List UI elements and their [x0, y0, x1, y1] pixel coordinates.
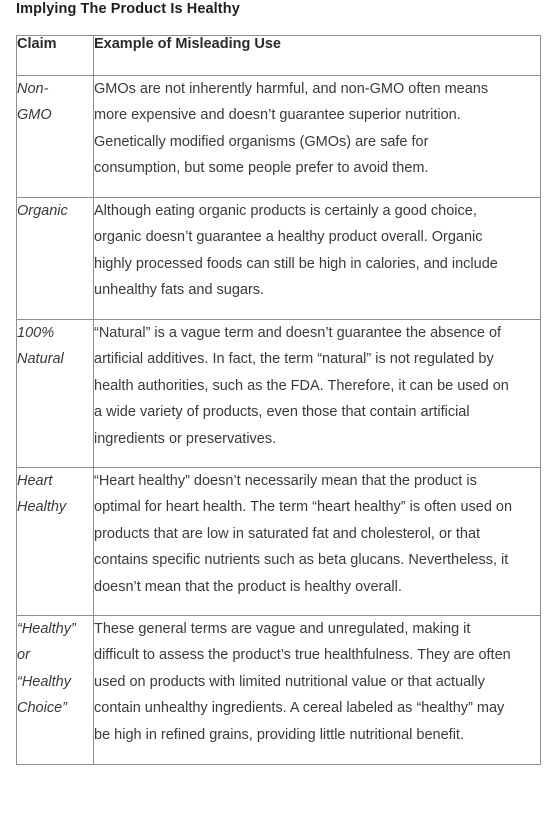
- example-text-line: These general terms are vague and unregulated, making it: [94, 621, 471, 637]
- claim-text-line: Choice”: [17, 700, 67, 717]
- example-text-line: organic doesn’t guarantee a healthy product overall. Organic: [94, 229, 483, 246]
- example-text-line: doesn’t mean that the product is healthy overall.: [94, 578, 402, 595]
- claim-text-line: Organic: [17, 203, 68, 219]
- page-title: Implying The Product Is Healthy: [16, 1, 240, 17]
- example-text-line: contain unhealthy ingredients. A cereal labeled as “healthy” may: [94, 700, 505, 717]
- example-text-line: be high in refined grains, providing little nutritional benefit.: [94, 726, 464, 743]
- example-text-line: artificial additives. In fact, the term “natural” is not regulated by: [94, 351, 494, 368]
- example-text-line: products that are low in saturated fat and cholesterol, or that: [94, 525, 481, 542]
- example-cell: [94, 616, 541, 765]
- claim-text-line: Heart: [17, 473, 53, 489]
- example-text-line: more expensive and doesn’t guarantee superior nutrition.: [94, 107, 461, 124]
- example-text-line: difficult to assess the product’s true healthfulness. They are often: [94, 647, 511, 664]
- claim-text-line: 100%: [17, 325, 55, 341]
- misleading-claims-table: [16, 35, 541, 765]
- claim-text-line: Non-: [17, 81, 49, 97]
- column-header-example: Example of Misleading Use: [94, 36, 541, 76]
- claim-cell: [17, 468, 94, 616]
- column-header-claim: Claim: [17, 36, 94, 76]
- example-cell: [94, 468, 541, 616]
- claim-text-line: “Healthy”: [17, 621, 76, 637]
- example-text-line: used on products with limited nutritional value or that actually: [94, 673, 485, 690]
- example-text-line: optimal for heart health. The term “heart healthy” is often used on: [94, 499, 513, 516]
- example-text-line: GMOs are not inherently harmful, and non-GMO often means: [94, 81, 489, 97]
- example-text-line: consumption, but some people prefer to avoid them.: [94, 160, 429, 177]
- claim-text-line: GMO: [17, 107, 52, 124]
- claim-cell: [17, 320, 94, 468]
- claim-text-line: “Healthy: [17, 673, 71, 690]
- table-row: [17, 468, 541, 616]
- claim-cell: [17, 76, 94, 198]
- example-text-line: contains specific nutrients such as beta glucans. Nevertheless, it: [94, 552, 509, 569]
- example-text-line: a wide variety of products, even those that contain artificial: [94, 404, 470, 421]
- example-cell: [94, 320, 541, 468]
- example-text-line: unhealthy fats and sugars.: [94, 282, 265, 299]
- table-row: [17, 616, 541, 765]
- example-text-line: Although eating organic products is certainly a good choice,: [94, 203, 477, 219]
- example-text-line: “Heart healthy” doesn’t necessarily mean that the product is: [94, 473, 477, 489]
- claim-cell: [17, 616, 94, 765]
- claim-text-line: Natural: [17, 351, 64, 368]
- claim-cell: [17, 198, 94, 320]
- table-row: [17, 76, 541, 198]
- example-text-line: ingredients or preservatives.: [94, 430, 277, 447]
- table-row: [17, 198, 541, 320]
- table-row: [17, 320, 541, 468]
- example-text-line: highly processed foods can still be high in calories, and include: [94, 255, 498, 272]
- example-cell: [94, 198, 541, 320]
- table-header-row: [17, 36, 541, 76]
- claim-text-line: or: [17, 647, 30, 664]
- example-text-line: “Natural” is a vague term and doesn’t guarantee the absence of: [94, 325, 502, 341]
- claim-text-line: Healthy: [17, 499, 67, 516]
- example-cell: [94, 76, 541, 198]
- example-text-line: Genetically modified organisms (GMOs) are safe for: [94, 133, 429, 150]
- example-text-line: health authorities, such as the FDA. Therefore, it can be used on: [94, 377, 509, 394]
